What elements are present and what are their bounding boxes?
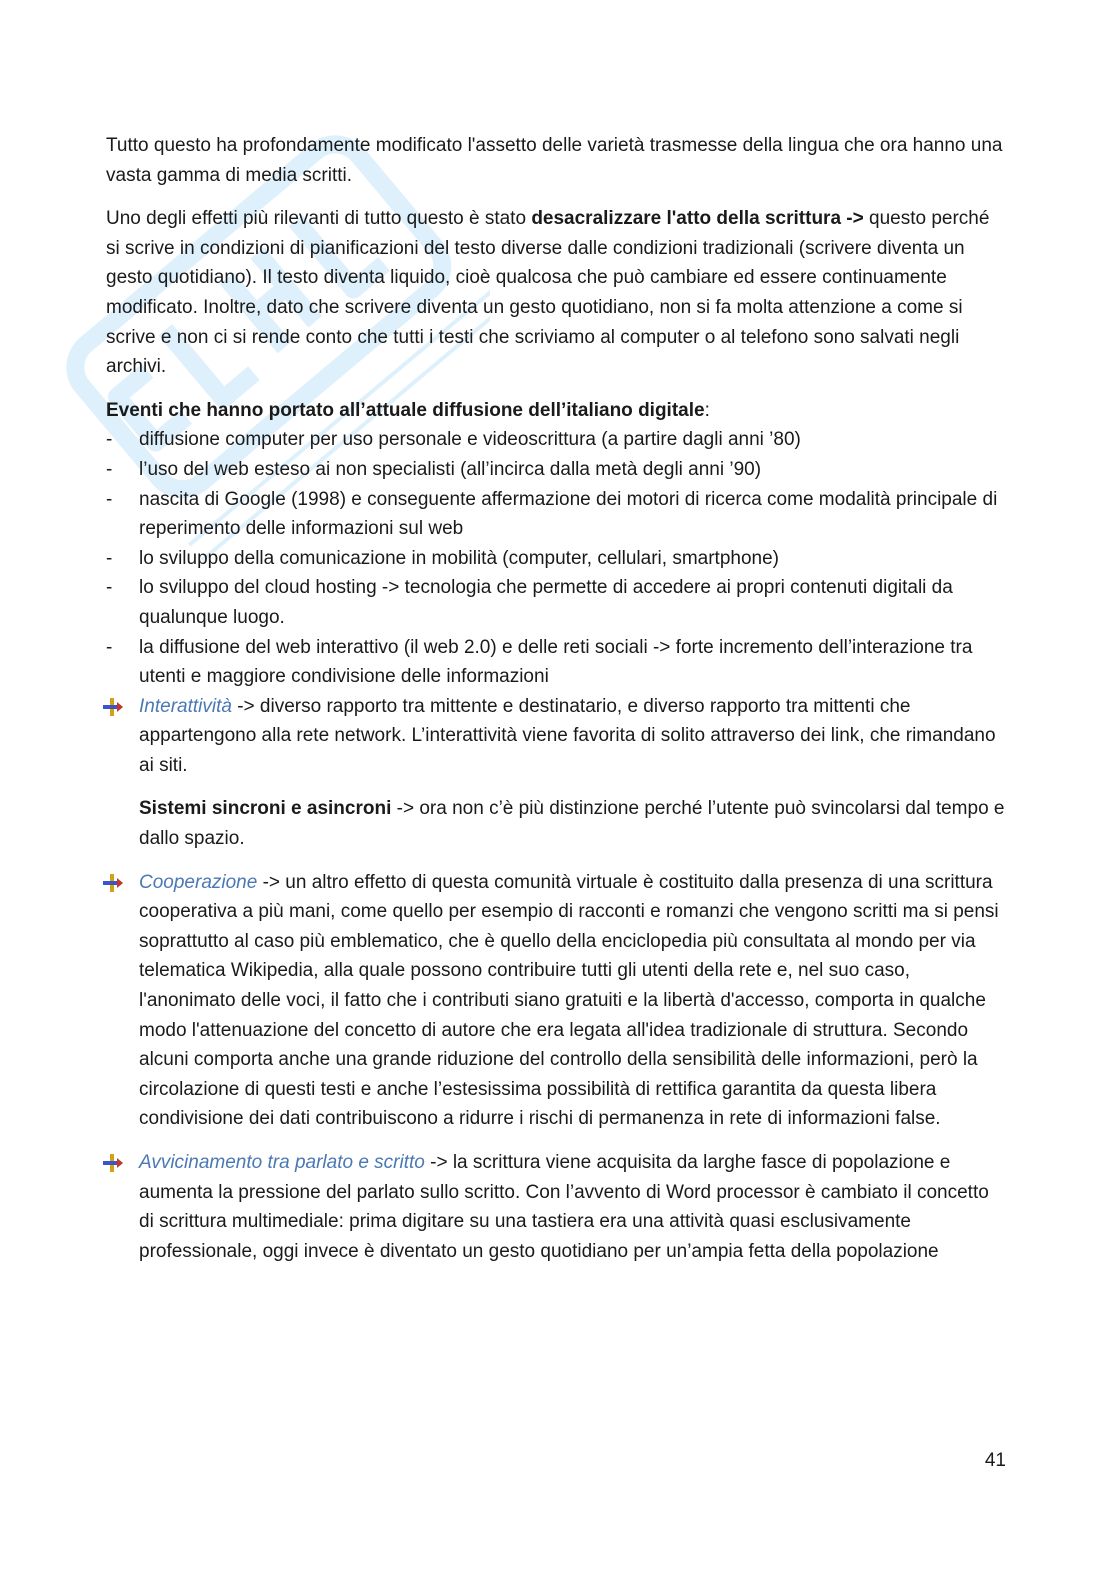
bold-desacralizzare: desacralizzare l'atto della scrittura ->	[531, 208, 864, 230]
term-interattivita: Interattività	[139, 695, 232, 717]
list-item: - lo sviluppo del cloud hosting -> tecnologia che permette di accedere ai propri contenuti digitali da qualunque luogo.	[106, 577, 953, 628]
list-item: - la diffusione del web interattivo (il web 2.0) e delle reti sociali -> forte incremento dell’interazione tra utenti e maggiore condivisione delle informazioni	[106, 636, 973, 688]
document-page	[106, 131, 1006, 1280]
arrow-bullet-icon	[102, 873, 124, 893]
bullet-avvicinamento: Avvicinamento tra parlato e scritto -> la scrittura viene acquisita da larghe fasce di popolazione e aumenta la pressione del parlato sullo scritto. Con l’avvento di Word processor è cambiato il concetto di scrittura multimediale: prima digitare su una tastiera era una attività quasi esclusivamente professionale, oggi invece è diventato un gesto quotidiano per un’ampia fetta della popolazione	[106, 1148, 1006, 1266]
arrow-bullet-icon	[102, 697, 124, 717]
list-item: - l’uso del web esteso ai non specialisti (all’incirca dalla metà degli anni ’90)	[106, 458, 762, 480]
list-item: - lo sviluppo della comunicazione in mobilità (computer, cellulari, smartphone)	[106, 547, 779, 569]
list-item: - nascita di Google (1998) e conseguente affermazione dei motori di ricerca come modalità principale di reperimento delle informazioni sul web	[106, 488, 998, 540]
arrow-bullet-icon	[102, 1153, 124, 1173]
events-heading: Eventi che hanno portato all’attuale diffusione dell’italiano digitale:	[106, 399, 710, 421]
bullet-cooperazione: Cooperazione -> un altro effetto di questa comunità virtuale è costituito dalla presenza di una scrittura cooperativa a più mani, come quello per esempio di racconti e romanzi che vengono scritti ma si pensi soprattutto al caso più emblematico, che è quello della enciclopedia più consultata al mondo per via telematica Wikipedia, alla quale possono contribuire tutti gli utenti della rete e, nel suo caso, l'anonimato delle voci, il fatto che i contributi siano gratuiti e la libertà d'accesso, comporta in qualche modo l'attenuazione del concetto di autore che era legata all'idea tradizionale di struttura. Secondo alcuni comporta anche una grande riduzione del controllo della sensibilità delle informazioni, però la circolazione di questi testi e anche l’estesissima possibilità di rettifica garantita da questa libera condivisione dei dati contribuiscono a ridurre i rischi di permanenza in rete di informazioni false.	[106, 868, 1006, 1134]
page-number: 41	[984, 1450, 1006, 1471]
bullet-interattivita: Interattività -> diverso rapporto tra mittente e destinatario, e diverso rapporto tra mittenti che appartengono alla rete network. L’interattività viene favorita di solito attraverso dei link, che rimandano ai siti.	[106, 692, 1006, 781]
paragraph-intro: Tutto questo ha profondamente modificato l'assetto delle varietà trasmesse della lingua che ora hanno una vasta gamma di media scritti.	[106, 135, 1003, 186]
term-avvicinamento: Avvicinamento tra parlato e scritto	[139, 1152, 425, 1173]
paragraph-desacralizzare: Uno degli effetti più rilevanti di tutto questo è stato desacralizzare l'atto della scrittura -> questo perché si scrive in condizioni di pianificazioni del testo diverse dalle condizioni tradizionali (scrivere diventa un gesto quotidiano). Il testo diventa liquido, cioè qualcosa che può cambiare ed essere continuamente modificato. Inoltre, dato che scrivere diventa un gesto quotidiano, non si fa molta attenzione a come si scrive e non ci si rende conto che tutti i testi che scriviamo al computer o al telefono sono salvati negli archivi.	[106, 208, 990, 378]
bold-sistemi: Sistemi sincroni e asincroni	[139, 798, 392, 820]
term-cooperazione: Cooperazione	[139, 871, 258, 893]
list-item: - diffusione computer per uso personale e videoscrittura (a partire dagli anni ’80)	[106, 429, 801, 451]
paragraph-sistemi: Sistemi sincroni e asincroni -> ora non c’è più distinzione perché l’utente può svincolarsi dal tempo e dallo spazio.	[139, 798, 1005, 850]
events-list	[106, 425, 1006, 691]
